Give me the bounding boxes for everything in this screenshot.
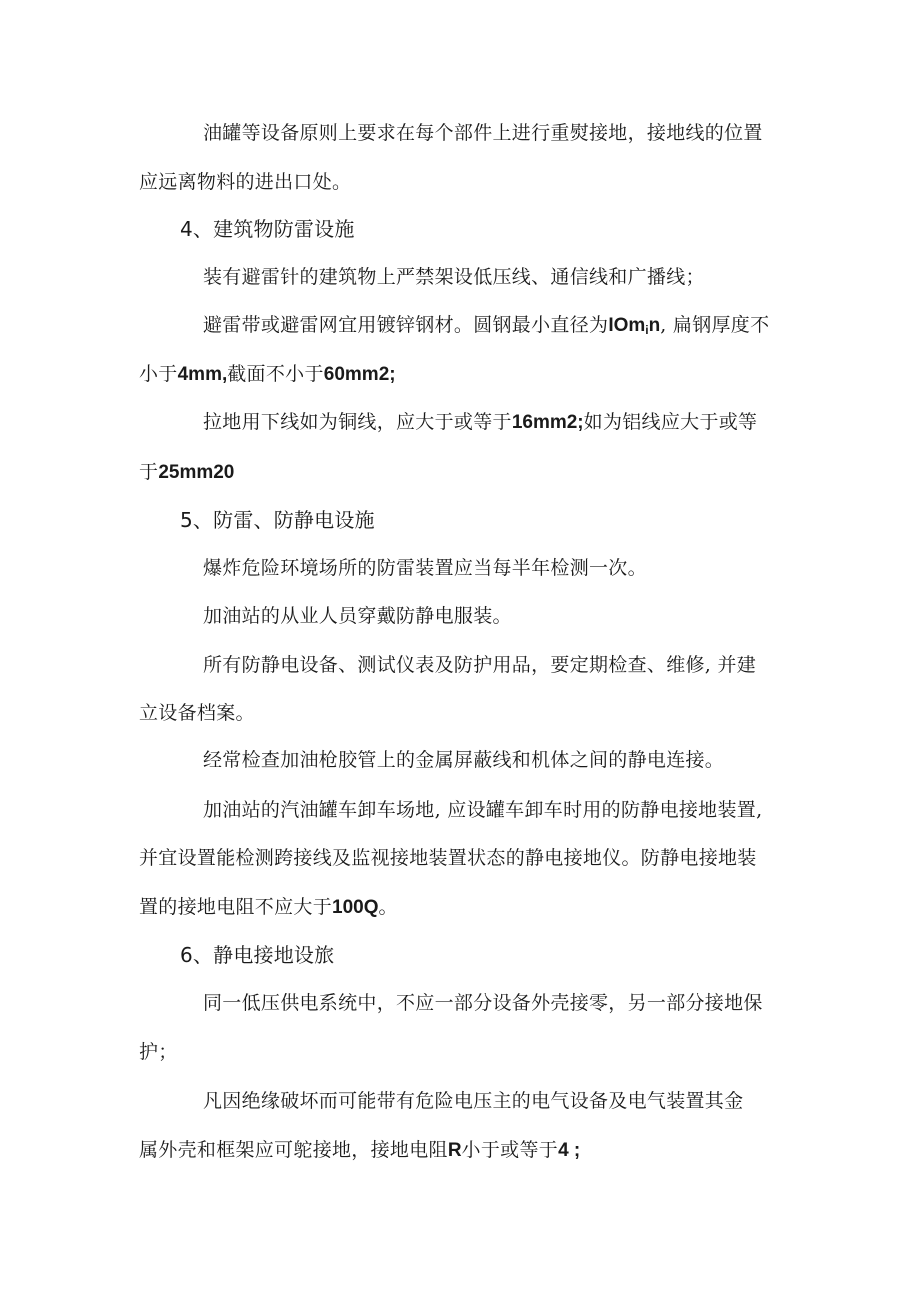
paragraph-line (203, 650, 756, 680)
value-text: 25mm20 (158, 462, 235, 483)
paragraph-line (203, 262, 705, 292)
text: 凡因绝缘破坏而可能带有危险电压主的电气设备及电气装置其金 (203, 1090, 744, 1112)
text: 置的接地电阻不应大于 (139, 896, 333, 918)
paragraph-line (203, 795, 762, 825)
value-text: 16mm2; (511, 412, 584, 433)
section-heading-5 (180, 505, 375, 535)
text: 装有避雷针的建筑物上严禁架设低压线、通信线和广播线； (203, 266, 705, 288)
paragraph-line (203, 407, 757, 438)
paragraph-line (203, 745, 724, 775)
paragraph-line (139, 843, 757, 873)
subscript-text: i (645, 323, 649, 337)
paragraph-line (139, 892, 398, 923)
text: 避雷带或避雷网宜用镀锌钢材。圆钢最小直径为 (203, 314, 609, 336)
text: 护； (139, 1041, 178, 1063)
value-text: IOm (608, 315, 646, 336)
text: 小于 (139, 363, 178, 385)
value-text: 4 ; (558, 1140, 581, 1161)
paragraph-line (139, 457, 234, 488)
value-text: R (447, 1140, 462, 1161)
text: 立设备档案。 (139, 702, 255, 724)
text: 加油站的从业人员穿戴防静电服装。 (203, 605, 512, 627)
text: 如为铝线应大于或等 (583, 411, 758, 433)
heading-text: 6、静电接地设旅 (180, 943, 335, 967)
text: , 扁钢厚度不 (660, 314, 770, 336)
paragraph-line (203, 553, 647, 583)
paragraph-line (203, 601, 512, 631)
paragraph-line (139, 1037, 178, 1067)
paragraph-line (139, 167, 351, 197)
text: 同一低压供电系统中，不应一部分设备外壳接零，另一部分接地保 (203, 992, 763, 1014)
text: 于 (139, 461, 159, 483)
value-text: 100Q (332, 897, 379, 918)
text: 小于或等于 (461, 1139, 559, 1161)
text: 截面不小于 (227, 363, 324, 385)
heading-text: 5、防雷、防静电设施 (180, 508, 375, 532)
section-heading-4 (180, 214, 355, 244)
value-text: 60mm2; (323, 364, 396, 385)
paragraph-line (203, 310, 769, 345)
paragraph-line (203, 988, 763, 1018)
text: 应远离物料的进出口处。 (139, 171, 352, 193)
paragraph-line (139, 359, 396, 390)
heading-text: 4、建筑物防雷设施 (180, 217, 355, 241)
section-heading-6 (180, 940, 334, 970)
paragraph-line (139, 698, 255, 728)
value-text: n (648, 315, 661, 336)
paragraph-line (139, 1135, 580, 1166)
text: 并宜设置能检测跨接线及监视接地装置状态的静电接地仪。防静电接地装 (139, 847, 757, 869)
text: 油罐等设备原则上要求在每个部件上进行重熨接地，接地线的位置 (203, 122, 763, 144)
paragraph-line (203, 1086, 743, 1116)
text: 爆炸危险环境场所的防雷装置应当每半年检测一次。 (203, 557, 647, 579)
text: 拉地用下线如为铜线，应大于或等于 (203, 411, 512, 433)
text: 经常检查加油枪胶管上的金属屏蔽线和机体之间的静电连接。 (203, 749, 725, 771)
text: 。 (378, 896, 398, 918)
text: 加油站的汽油罐车卸车场地, 应设罐车卸车时用的防静电接地装置, (203, 799, 763, 821)
value-text: 4mm, (177, 364, 228, 385)
text: 所有防静电设备、测试仪表及防护用品，要定期检查、维修, 并建 (203, 654, 757, 676)
text: 属外壳和框架应可鸵接地，接地电阻 (139, 1139, 448, 1161)
paragraph-line (203, 118, 763, 148)
